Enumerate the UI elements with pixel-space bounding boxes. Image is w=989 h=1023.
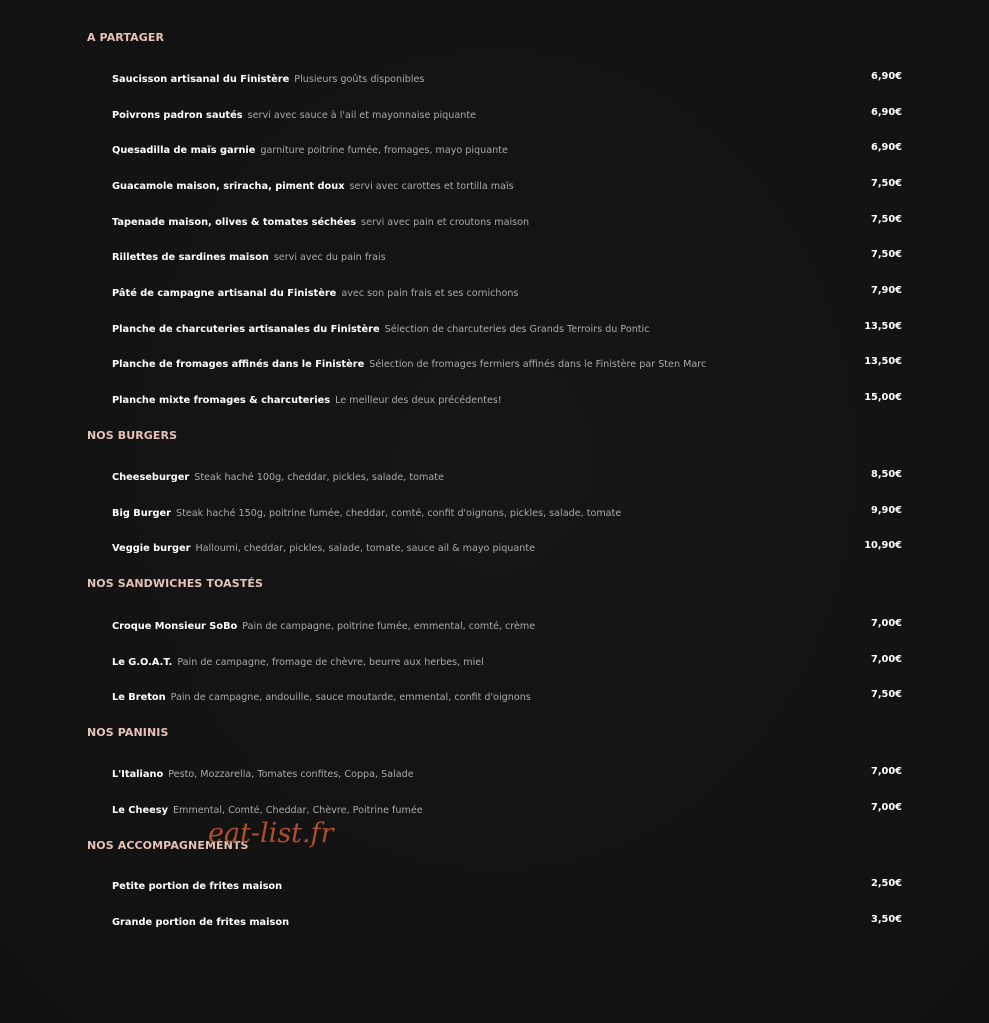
item-name: Grande portion de frites maison (112, 916, 290, 928)
item-name: Rillettes de sardines maison (112, 252, 269, 264)
menu-item (112, 687, 904, 703)
menu-item (112, 764, 904, 780)
item-name: Croque Monsieur SoBo (112, 621, 238, 632)
item-description: avec son pain frais et ses cornichons (341, 287, 519, 299)
section-title: A PARTAGER (87, 31, 165, 44)
item-name: L'Italiano (112, 769, 164, 780)
item-description: Halloumi, cheddar, pickles, salade, tomate, sauce ail & mayo piquante (195, 543, 536, 555)
menu-item (112, 538, 904, 554)
item-name: Saucisson artisanal du Finistère (112, 74, 290, 85)
item-name: Planche de charcuteries artisanales du Finistère (112, 323, 380, 335)
menu-item (112, 467, 904, 483)
item-description: Emmental, Comté, Cheddar, Chèvre, Poitrine fumée (172, 804, 423, 816)
item-price: 7,00€ (871, 618, 902, 629)
item-name: Le Breton (112, 692, 166, 704)
item-description: servi avec du pain frais (273, 252, 386, 264)
section-title: NOS SANDWICHES TOASTÉS (87, 577, 263, 590)
item-description: servi avec carottes et tortilla maïs (349, 180, 514, 192)
item-description: Plusieurs goûts disponibles (294, 74, 425, 85)
item-name: Cheeseburger (112, 472, 190, 483)
item-price: 8,50€ (871, 469, 902, 480)
item-price: 3,50€ (871, 913, 902, 925)
section-title: NOS PANINIS (87, 726, 169, 739)
watermark-text: eat-list.fr (208, 818, 334, 849)
item-price: 15,00€ (864, 391, 902, 403)
item-name: Pâté de campagne artisanal du Finistère (112, 287, 337, 299)
item-price: 6,90€ (871, 106, 902, 118)
menu-item (112, 69, 904, 85)
item-price: 7,90€ (871, 284, 902, 296)
item-name: Poivrons padron sautés (112, 109, 243, 121)
menu-item (112, 800, 904, 816)
item-description: Pesto, Mozzarella, Tomates confites, Coppa, Salade (168, 769, 414, 780)
menu-item (112, 319, 904, 335)
item-description: servi avec sauce à l'ail et mayonnaise piquante (247, 109, 476, 121)
item-price: 6,90€ (871, 142, 902, 154)
item-price: 13,50€ (864, 356, 902, 368)
item-price: 9,90€ (871, 504, 902, 516)
item-description: servi avec pain et croutons maison (361, 216, 530, 228)
section-title: NOS ACCOMPAGNEMENTS (87, 839, 249, 852)
item-description: Pain de campagne, fromage de chèvre, beurre aux herbes, miel (177, 656, 484, 668)
menu-item (112, 503, 904, 519)
item-description: Steak haché 100g, cheddar, pickles, salade, tomate (194, 472, 444, 483)
item-name: Planche de fromages affinés dans le Finistère (112, 359, 365, 371)
menu-item (112, 876, 904, 892)
item-price: 2,50€ (871, 878, 902, 889)
item-name: Petite portion de frites maison (112, 881, 283, 892)
menu-item (112, 140, 904, 156)
menu-item (112, 652, 904, 668)
item-price: 10,90€ (864, 540, 902, 552)
item-description: Pain de campagne, poitrine fumée, emmental, comté, crème (242, 621, 536, 632)
item-description: Steak haché 150g, poitrine fumée, cheddar, comté, confit d'oignons, pickles, salade, tomate (176, 507, 622, 519)
menu-item (112, 176, 904, 192)
item-price: 7,00€ (871, 766, 902, 777)
item-price: 7,50€ (871, 249, 902, 261)
menu-item (112, 247, 904, 263)
menu-item (112, 283, 904, 299)
menu-item (112, 616, 904, 632)
item-description: Pain de campagne, andouille, sauce moutarde, emmental, confit d'oignons (170, 692, 531, 704)
item-name: Planche mixte fromages & charcuteries (112, 394, 331, 406)
menu-item (112, 354, 904, 370)
item-name: Tapenade maison, olives & tomates séchées (112, 216, 357, 228)
item-description: Sélection de fromages fermiers affinés dans le Finistère par Sten Marc (369, 359, 707, 371)
item-price: 7,50€ (871, 177, 902, 189)
item-description: garniture poitrine fumée, fromages, mayo piquante (260, 145, 508, 157)
item-name: Big Burger (112, 507, 172, 519)
menu-item (112, 212, 904, 228)
item-price: 6,90€ (871, 71, 902, 82)
item-name: Le Cheesy (112, 804, 168, 816)
item-name: Le G.O.A.T. (112, 656, 173, 668)
item-price: 7,00€ (871, 801, 902, 813)
item-name: Guacamole maison, sriracha, piment doux (112, 180, 345, 192)
item-price: 7,50€ (871, 689, 902, 701)
item-name: Veggie burger (112, 543, 191, 555)
item-description: Le meilleur des deux précédentes! (335, 394, 502, 406)
item-price: 13,50€ (864, 320, 902, 332)
menu-item (112, 390, 904, 406)
menu-item (112, 105, 904, 121)
menu-item (112, 912, 904, 928)
item-description: Sélection de charcuteries des Grands Terroirs du Pontic (384, 323, 650, 335)
section-title: NOS BURGERS (87, 429, 178, 442)
item-price: 7,50€ (871, 213, 902, 225)
item-price: 7,00€ (871, 653, 902, 665)
item-name: Quesadilla de maïs garnie (112, 145, 256, 157)
